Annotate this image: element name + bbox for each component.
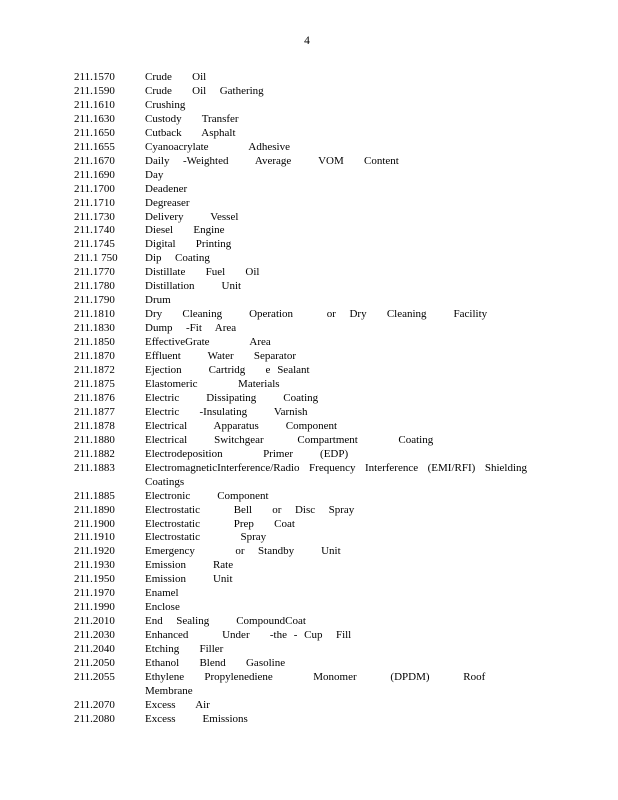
section-term: Enamel: [145, 587, 179, 600]
section-term-word: Shielding: [484, 461, 527, 474]
section-number: 211.1880: [74, 433, 115, 446]
definition-entry: [74, 113, 544, 127]
definition-entry: [74, 406, 544, 420]
section-term: Enclose: [145, 601, 180, 614]
section-number: 211.1878: [74, 419, 115, 432]
section-number: 211.1630: [74, 112, 115, 125]
definition-entry: [74, 713, 544, 727]
section-number: 211.1780: [74, 280, 115, 293]
definition-entry: [74, 224, 544, 238]
section-number: 211.1655: [74, 140, 115, 153]
section-term: Ethylene Propylenediene Monomer (DPDM) Roof Membrane: [145, 670, 506, 697]
section-number: 211.1690: [74, 168, 115, 181]
section-term: Ethanol Blend Gasoline: [145, 657, 286, 670]
section-number: 211.1950: [74, 573, 115, 586]
definition-entry: [74, 252, 544, 266]
section-number: 211.1876: [74, 391, 115, 404]
section-term: Excess Air: [145, 698, 210, 711]
section-term: Deadener: [145, 182, 188, 195]
section-number: 211.2030: [74, 629, 115, 642]
definition-entry: [74, 141, 544, 155]
section-number: 211.2055: [74, 670, 115, 683]
section-term: Electrostatic Spray: [145, 531, 267, 544]
section-term: Degreaser: [145, 196, 190, 209]
section-term: Dump -Fit Area: [145, 322, 237, 335]
definition-entry: [74, 587, 544, 601]
definition-entry: [74, 238, 544, 252]
definition-entry: [74, 518, 544, 532]
section-number: 211.1770: [74, 266, 115, 279]
definition-entry: [74, 699, 544, 713]
section-term: Cutback Asphalt: [145, 126, 236, 139]
definition-entry: [74, 183, 544, 197]
definition-entry: [74, 615, 544, 629]
section-term: Effluent Water Separator: [145, 350, 297, 363]
definition-entry: [74, 643, 544, 657]
section-term: Daily -Weighted Average VOM Content: [145, 154, 399, 167]
section-term: Ejection Cartridg e Sealant: [145, 364, 310, 377]
section-term: Elastomeric Materials: [145, 377, 280, 390]
section-number: 211.2050: [74, 657, 115, 670]
section-number: 211.1990: [74, 601, 115, 614]
section-term: Electronic Component: [145, 489, 269, 502]
section-number: 211.1790: [74, 294, 115, 307]
section-number: 211.2080: [74, 712, 115, 725]
definition-entry: [74, 322, 544, 336]
definition-entry: [74, 155, 544, 169]
definition-entry: [74, 308, 544, 322]
section-number: 211.1745: [74, 238, 115, 251]
definition-entry: [74, 197, 544, 211]
section-number: 211.1890: [74, 503, 115, 516]
section-number: 211.2010: [74, 615, 115, 628]
definition-entry: [74, 573, 544, 587]
section-term: Crude Oil: [145, 71, 207, 83]
section-term: Distillation Unit: [145, 280, 242, 293]
section-number: 211.1850: [74, 336, 115, 349]
section-term: Emission Rate: [145, 559, 234, 572]
section-term-word: Interference: [365, 461, 419, 474]
section-number: 211.1730: [74, 210, 115, 223]
section-term: Crushing: [145, 98, 186, 111]
section-term: Dry Cleaning Operation or Dry Cleaning Facility: [145, 308, 488, 321]
section-term: Day: [145, 168, 164, 181]
section-term: Electric Dissipating Coating: [145, 391, 319, 404]
section-number: 211.1970: [74, 587, 115, 600]
section-number: 211.1882: [74, 447, 115, 460]
definition-entry: [74, 601, 544, 615]
section-term: [145, 462, 544, 490]
definition-entry: [74, 629, 544, 643]
section-number: 211.1872: [74, 364, 115, 377]
definition-entry: [74, 657, 544, 671]
section-number: 211.2070: [74, 698, 115, 711]
definition-entry: [74, 392, 544, 406]
section-term-continuation: Coatings: [145, 475, 185, 488]
definition-entry: [74, 420, 544, 434]
section-number: 211.1590: [74, 84, 115, 97]
section-number: 211.1830: [74, 322, 115, 335]
section-term: Electric -Insulating Varnish: [145, 405, 308, 418]
section-number: 211.1700: [74, 182, 115, 195]
definition-entry: [74, 294, 544, 308]
section-term-word: Frequency: [309, 461, 356, 474]
section-number: 211.1670: [74, 154, 115, 167]
definition-entry: [74, 531, 544, 545]
section-number: 211.1910: [74, 531, 115, 544]
section-term: End Sealing CompoundCoat: [145, 615, 306, 628]
definition-entry: [74, 671, 544, 699]
section-number: 211.1570: [74, 71, 115, 83]
definition-entry: [74, 448, 544, 462]
section-term: Electrostatic Bell or Disc Spray: [145, 503, 355, 516]
section-term: Digital Printing: [145, 238, 232, 251]
definition-entry: [74, 71, 544, 85]
section-term: Cyanoacrylate Adhesive: [145, 140, 290, 153]
section-number: 211.1810: [74, 308, 115, 321]
section-term-word: ElectromagneticInterference/Radio: [145, 461, 300, 474]
section-term: Emission Unit: [145, 573, 233, 586]
definition-entry: [74, 378, 544, 392]
section-term: Diesel Engine: [145, 224, 225, 237]
definition-entry: [74, 434, 544, 448]
section-number: 211.1 750: [74, 252, 118, 265]
section-term: Delivery Vessel: [145, 210, 239, 223]
section-number: 211.1610: [74, 98, 115, 111]
section-term: Electrical Apparatus Component: [145, 419, 338, 432]
section-number: 211.1710: [74, 196, 115, 209]
section-term: Electrostatic Prep Coat: [145, 517, 295, 530]
definition-entry: [74, 504, 544, 518]
section-number: 211.1740: [74, 224, 115, 237]
definition-entry: [74, 559, 544, 573]
section-number: 211.1883: [74, 461, 115, 474]
section-number: 211.2040: [74, 643, 115, 656]
section-number: 211.1877: [74, 405, 115, 418]
definition-entry: [74, 490, 544, 504]
section-term-word: (EMI/RFI): [427, 461, 476, 474]
definition-entry: [74, 280, 544, 294]
definition-entry: [74, 211, 544, 225]
section-term: Electrical Switchgear Compartment Coating: [145, 433, 434, 446]
definition-entry: [74, 85, 544, 99]
section-number: 211.1650: [74, 126, 115, 139]
definition-entry: [74, 99, 544, 113]
section-number: 211.1870: [74, 350, 115, 363]
section-term: Dip Coating: [145, 252, 210, 265]
section-term: EffectiveGrate Area: [145, 336, 271, 349]
definition-entry: [74, 350, 544, 364]
page-number: 4: [304, 35, 310, 47]
section-term: Electrodeposition Primer (EDP): [145, 447, 349, 460]
section-number: 211.1875: [74, 377, 115, 390]
section-number: 211.1900: [74, 517, 115, 530]
definition-entry: [74, 545, 544, 559]
section-term: Crude Oil Gathering: [145, 84, 264, 97]
definition-entry: [74, 364, 544, 378]
definitions-list: [74, 71, 544, 727]
section-number: 211.1930: [74, 559, 115, 572]
definition-entry: [74, 127, 544, 141]
section-term-line: [145, 462, 527, 476]
section-term: Emergency or Standby Unit: [145, 545, 341, 558]
definition-entry: [74, 336, 544, 350]
definition-entry: [74, 266, 544, 280]
definition-entry: [74, 462, 544, 490]
section-term: Distillate Fuel Oil: [145, 266, 260, 279]
section-term: Drum: [145, 294, 171, 307]
section-term: Custody Transfer: [145, 112, 239, 125]
section-number: 211.1920: [74, 545, 115, 558]
section-term: Enhanced Under -the - Cup Fill: [145, 629, 352, 642]
definition-entry: [74, 169, 544, 183]
section-term: Excess Emissions: [145, 712, 248, 725]
section-term: Etching Filler: [145, 643, 224, 656]
section-number: 211.1885: [74, 489, 115, 502]
